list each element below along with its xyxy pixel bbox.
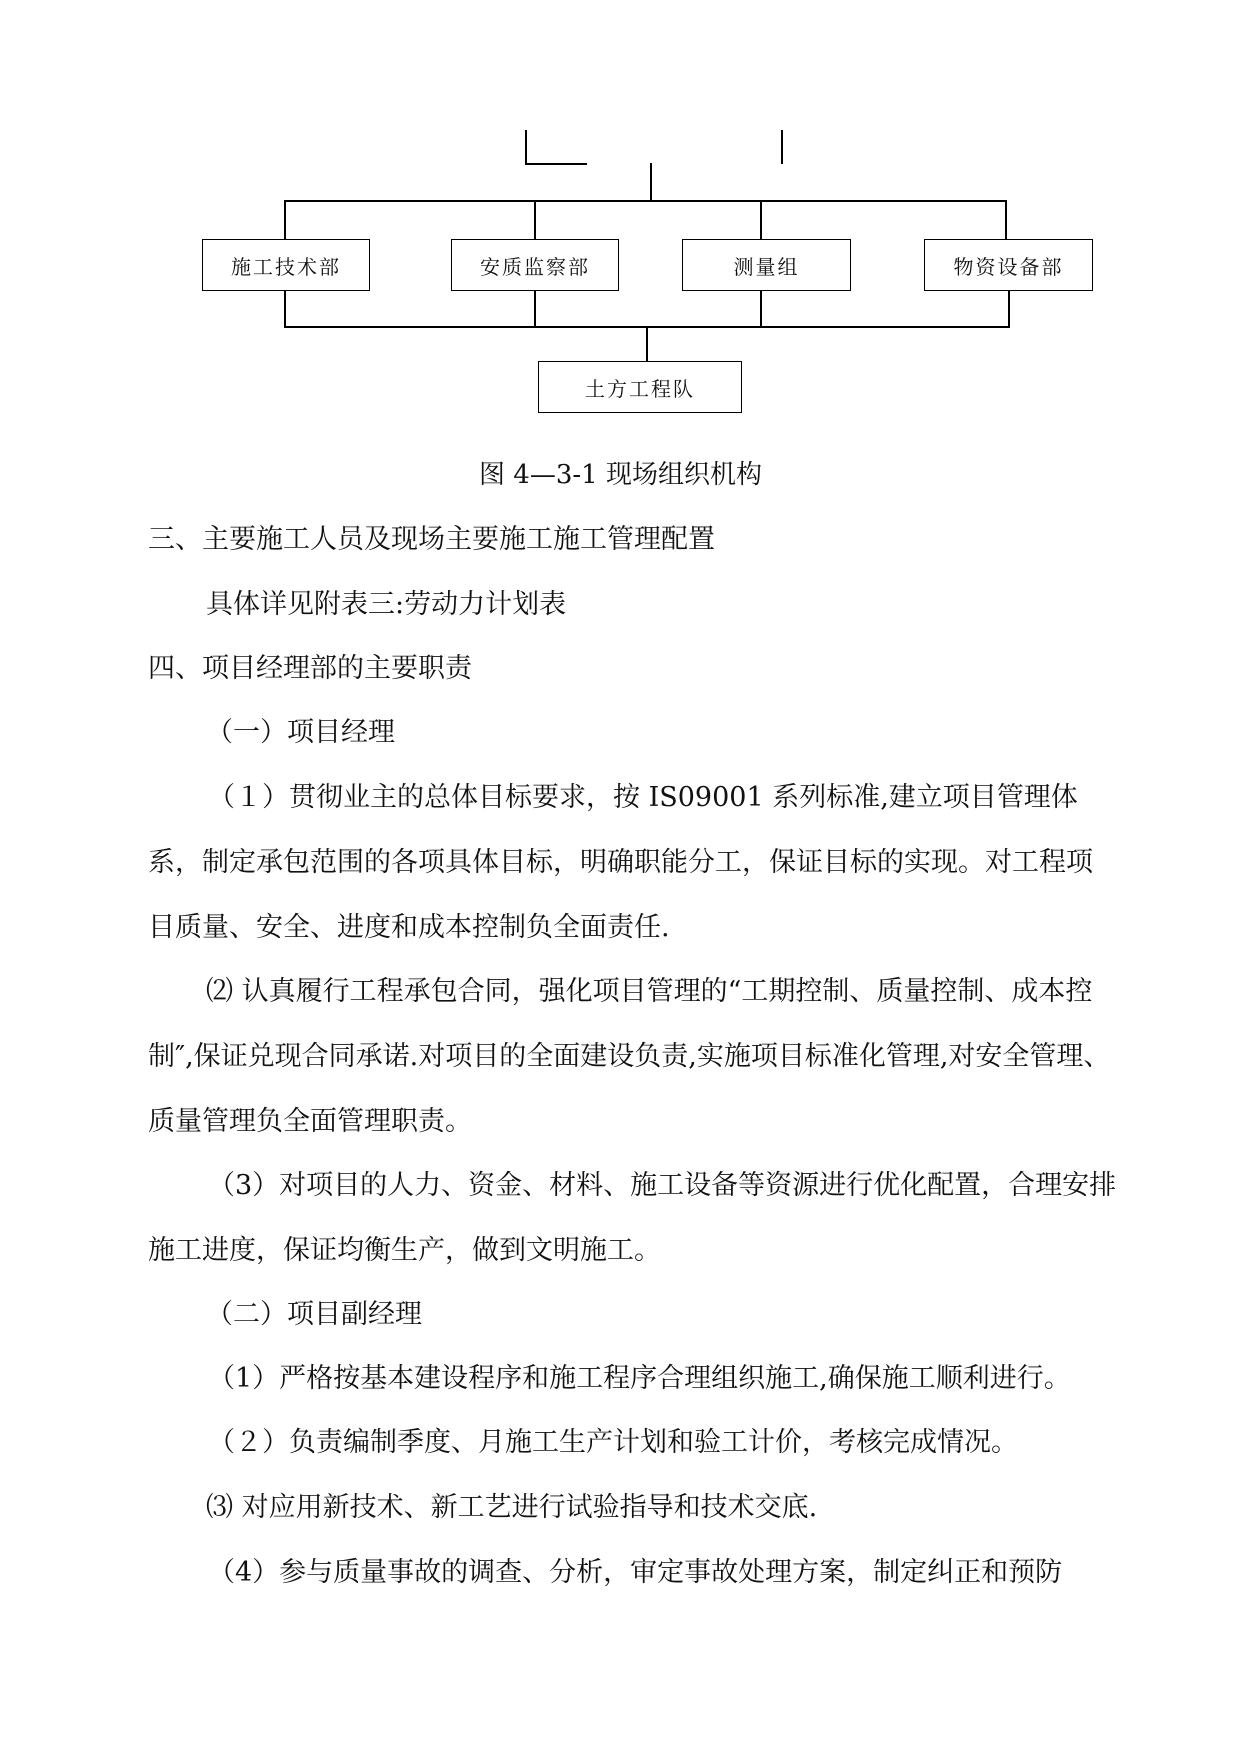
- dept-box-survey: [682, 239, 851, 291]
- paragraph-item-3b: ⑶ 对应用新技术、新工艺进行试验指导和技术交底.: [206, 1492, 818, 1523]
- subsection-heading-1: （一）项目经理: [206, 717, 395, 748]
- bottom-connector: [646, 326, 648, 362]
- dept-box-materials-equipment: [924, 239, 1093, 291]
- subsection-heading-2: （二）项目副经理: [206, 1299, 422, 1330]
- top-box-bottom-edge: [525, 163, 587, 165]
- paragraph-item-2: ⑵ 认真履行工程承包合同，强化项目管理的“工期控制、质量控制、成本控制″,保证兑现合同承诺.对项目的全面建设负责,实施项目标准化管理,对安全管理、质量管理负全面管理职责。: [148, 976, 1111, 1137]
- drop-line-3: [760, 200, 762, 240]
- figure-caption: 图 4—3-1 现场组织机构: [479, 460, 762, 490]
- section-heading-4: 四、项目经理部的主要职责: [148, 653, 472, 684]
- dept-box-construction-tech: [202, 239, 370, 291]
- drop-line-2: [534, 200, 536, 240]
- dept-label: 物资设备部: [953, 254, 1064, 279]
- dept-box-safety-quality: [451, 239, 619, 291]
- top-connector: [650, 163, 652, 201]
- drop-line-4: [1005, 200, 1007, 240]
- rise-line-3: [760, 290, 762, 328]
- section-note: 具体详见附表三:劳动力计划表: [206, 589, 567, 620]
- top-box-left-edge: [525, 130, 527, 164]
- paragraph-item-4b: （4）参与质量事故的调查、分析，审定事故处理方案，制定纠正和预防: [208, 1557, 1063, 1588]
- top-horizontal-bus: [284, 200, 1006, 202]
- paragraph-item-2b: （２）负责编制季度、月施工生产计划和验工计价，考核完成情况。: [208, 1427, 1018, 1458]
- top-box-right-edge: [781, 130, 783, 164]
- rise-line-4: [1008, 290, 1010, 328]
- rise-line-1: [284, 290, 286, 328]
- paragraph-item-3: （3）对项目的人力、资金、材料、施工设备等资源进行优化配置，合理安排施工进度，保证均衡生产，做到文明施工。: [148, 1170, 1117, 1266]
- dept-label: 安质监察部: [480, 254, 590, 279]
- dept-label: 测量组: [733, 254, 800, 279]
- section-heading-3: 三、主要施工人员及现场主要施工施工管理配置: [148, 524, 715, 555]
- team-label: 土方工程队: [585, 376, 695, 401]
- paragraph-item-1: （１）贯彻业主的总体目标要求，按 IS09001 系列标准,建立项目管理体系，制定承包范围的各项具体目标，明确职能分工，保证目标的实现。对工程项目质量、安全、进度和成本控制负全面责任.: [148, 782, 1093, 943]
- rise-line-2: [534, 290, 536, 328]
- dept-label: 施工技术部: [231, 254, 341, 279]
- drop-line-1: [284, 200, 286, 240]
- team-box-earthwork: [538, 361, 742, 413]
- paragraph-item-1b: （1）严格按基本建设程序和施工程序合理组织施工,确保施工顺利进行。: [208, 1363, 1071, 1394]
